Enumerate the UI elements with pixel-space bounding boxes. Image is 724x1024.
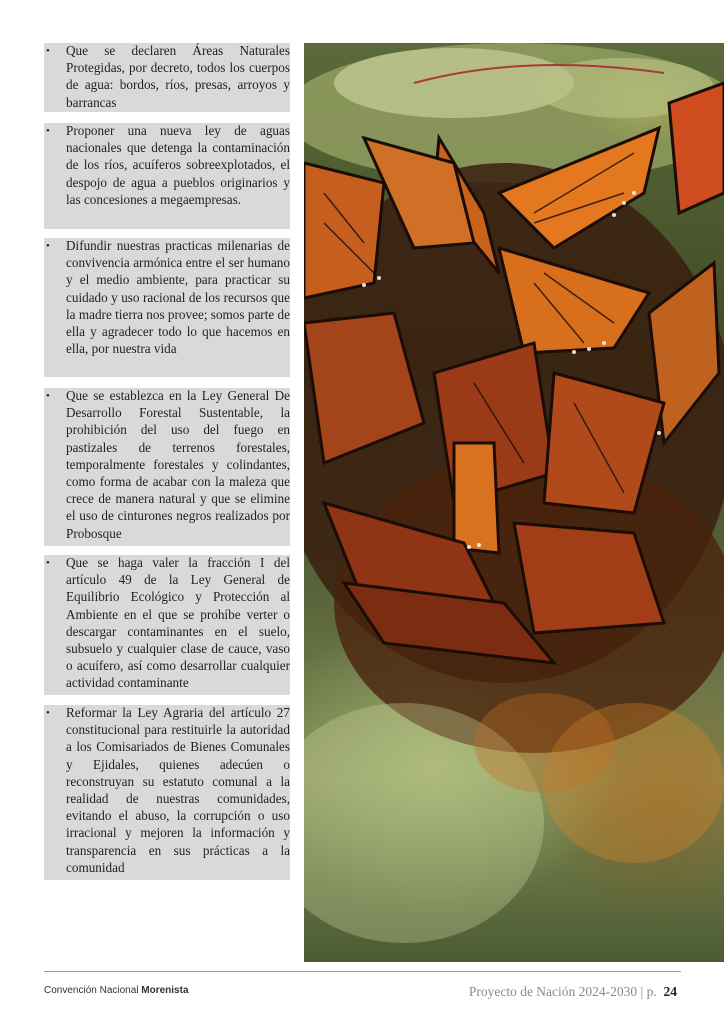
list-item-text: Difundir nuestras practicas milenarias de convivencia armónica entre el ser humano y el medio ambiente, para practicar su cuidado y uso racional de los recursos que la madre tierra nos provee; somos parte de ella y agradecer todo lo que hacemos en ella, por nuestra vida xyxy=(66,238,290,357)
list-item-text: Reformar la Ley Agraria del artículo 27 constitucional para restituirle la autoridad a los Comisariados de Bienes Comunales y Ejidales, quienes adecúen o reconstruyan su estatuto comunal a la realidad de nuestras comunidades, evitando el abuso, la corrupción o uso irracional y mejoren la información y transparencia en sus prácticas a la comunidad xyxy=(66,705,290,875)
butterfly-cluster-illustration xyxy=(304,43,724,962)
page-number: 24 xyxy=(663,984,677,999)
bullet-icon: • xyxy=(46,45,50,57)
footer-project: Proyecto de Nación 2024-2030 | p. xyxy=(468,984,657,999)
footer-divider xyxy=(44,971,681,972)
list-item-text: Que se declaren Áreas Naturales Protegidas, por decreto, todos los cuerpos de agua: bordos, ríos, presas, arroyos y barrancas xyxy=(66,43,290,110)
list-item xyxy=(44,238,290,377)
footer-organization xyxy=(44,985,189,996)
list-item xyxy=(44,555,290,695)
list-item xyxy=(44,388,290,546)
bullet-icon: • xyxy=(46,240,50,252)
list-item xyxy=(44,123,290,229)
list-item xyxy=(44,705,290,880)
bullet-icon: • xyxy=(46,390,50,402)
footer-org-bold: Morenista xyxy=(141,985,189,996)
bullet-icon: • xyxy=(46,125,50,137)
list-item xyxy=(44,43,290,112)
footer-page-info xyxy=(469,984,677,1000)
bullet-icon: • xyxy=(46,707,50,719)
list-item-text: Que se establezca en la Ley General De Desarrollo Forestal Sustentable, la prohibición del uso del fuego en pastizales de terrenos forestales, temporalmente forestales y colindantes, como forma de acabar con la maleza que crece de manera natural y que se elimine el uso de cinturones negros realizados por Probosque xyxy=(66,388,290,541)
monarch-butterflies-photo xyxy=(304,43,724,962)
list-item-text: Que se haga valer la fracción I del artículo 49 de la Ley General de Equilibrio Ecológico y Protección al Ambiente en el que se prohíbe verter o descargar contaminantes en el suelo, subsuelo y cualquier clase de cauce, vaso o acuífero, así como desarrollar cualquier actividad contaminante xyxy=(66,555,290,691)
list-item-text: Proponer una nueva ley de aguas nacionales que detenga la contaminación de los ríos, acuíferos sobreexplotados, el despojo de agua a pueblos originarios y las concesiones a megaempresas. xyxy=(66,123,290,207)
bullet-icon: • xyxy=(46,557,50,569)
footer-org-regular: Convención Nacional xyxy=(44,985,142,996)
